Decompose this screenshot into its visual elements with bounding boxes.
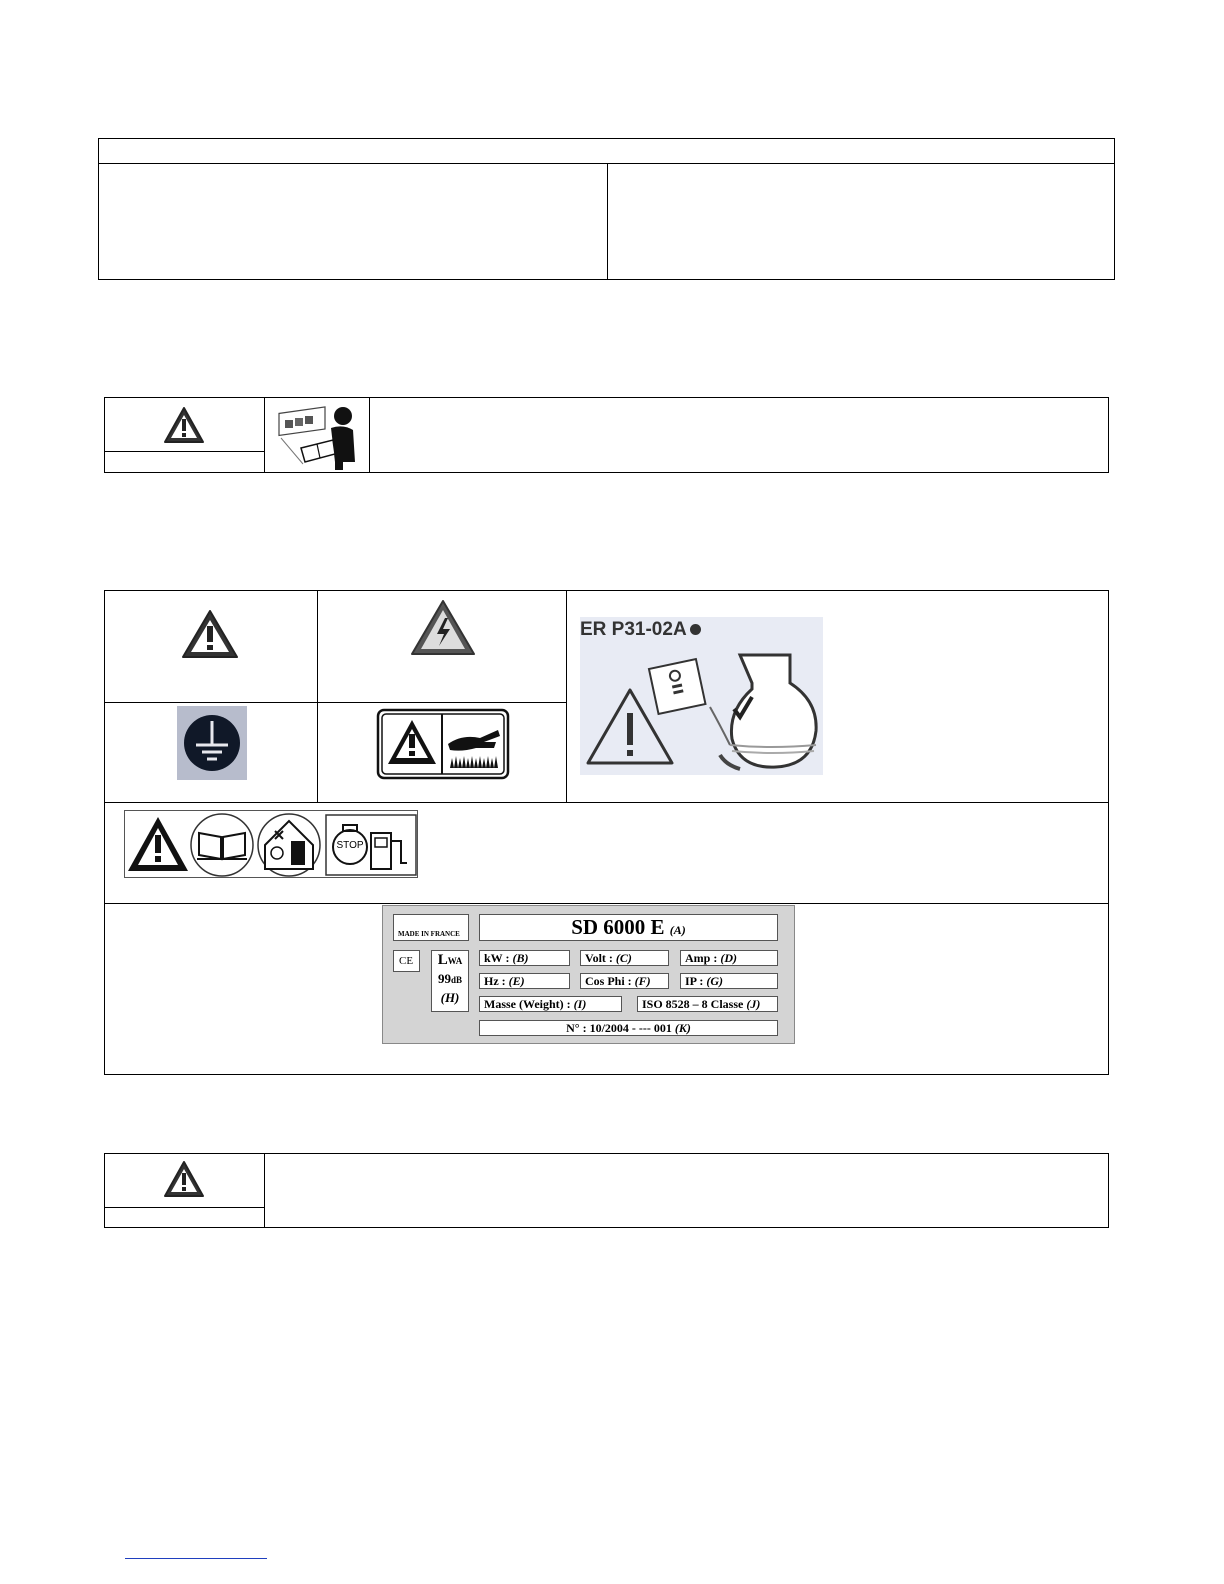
electric-shock-icon [409, 598, 477, 658]
labels-divider-h2 [105, 802, 1108, 803]
amp-box: Amp : (D) [680, 950, 778, 966]
hot-surface-icon [376, 708, 510, 780]
safety-labels-table [104, 590, 1109, 1075]
oil-fill-icon [580, 617, 823, 775]
hz-box: Hz : (E) [479, 973, 570, 989]
warning-triangle-icon [163, 406, 205, 444]
oil-label-code: ER P31-02A [580, 619, 701, 641]
labels-divider-v2 [566, 591, 567, 802]
footnote-separator [125, 1558, 267, 1559]
ce-box: CE [393, 950, 420, 972]
serial-box: N° : 10/2004 - --- 001 (K) [479, 1020, 778, 1036]
warning-triangle-icon [180, 608, 240, 660]
warning-triangle-icon [163, 1160, 205, 1198]
lwa-box: LWA 99dB (H) [431, 950, 469, 1012]
labels-divider-v1 [317, 591, 318, 802]
labels-divider-h3 [105, 903, 1108, 904]
mass-box: Masse (Weight) : (I) [479, 996, 622, 1012]
warning-cell [105, 1154, 264, 1208]
iso-box: ISO 8528 – 8 Classe (J) [637, 996, 778, 1012]
labels-divider-h1 [105, 702, 566, 703]
warning-table-2 [104, 1153, 1109, 1228]
warning-cell [105, 398, 264, 452]
volt-box: Volt : (C) [580, 950, 669, 966]
kw-box: kW : (B) [479, 950, 570, 966]
person-reading-manual-icon [275, 402, 365, 470]
warning-divider [264, 1154, 265, 1227]
rating-plate [382, 905, 795, 1044]
ip-box: IP : (G) [680, 973, 778, 989]
header-table [98, 138, 1115, 280]
made-in-box: MADE IN FRANCE [393, 914, 469, 941]
warning-table-1 [104, 397, 1109, 473]
header-table-divider-v [607, 163, 608, 280]
cosphi-box: Cos Phi : (F) [580, 973, 669, 989]
warning-divider-2 [369, 398, 370, 472]
stop-label-text: STOP [336, 840, 364, 851]
warning-divider-1 [264, 398, 265, 472]
earth-ground-icon [177, 706, 247, 780]
composite-safety-label-icon [124, 810, 418, 878]
model-box: SD 6000 E (A) [479, 914, 778, 941]
